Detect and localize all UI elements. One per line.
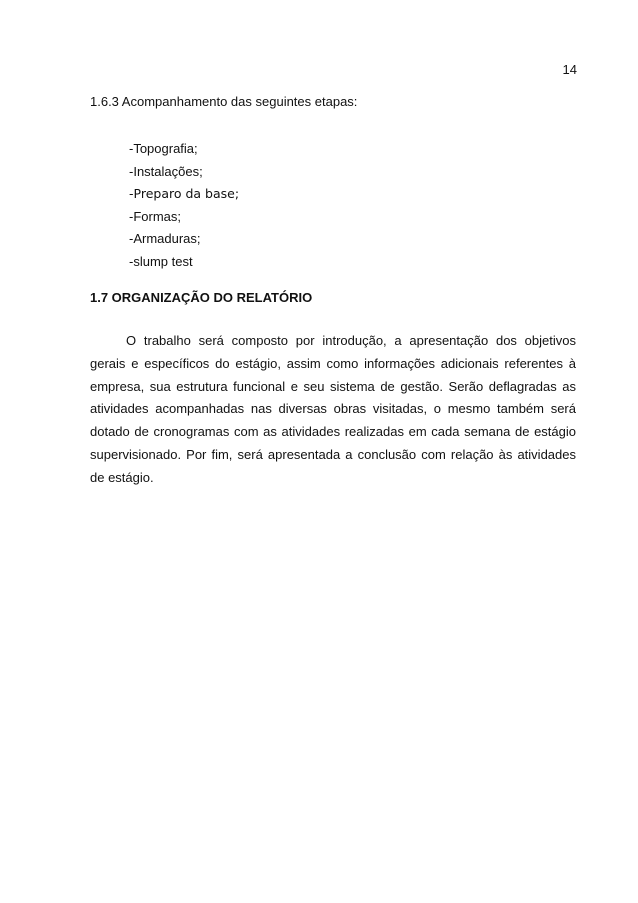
stage-item-slump-test: -slump test: [129, 253, 193, 269]
subsection-heading: 1.6.3 Acompanhamento das seguintes etapas:: [90, 94, 358, 109]
stage-item-preparo-da-base: -Preparo da base;: [129, 186, 240, 202]
page-number: 14: [562, 62, 577, 77]
stage-item-armaduras: -Armaduras;: [129, 231, 201, 247]
stage-item-topografia: -Topografia;: [129, 141, 198, 156]
stage-list: [129, 138, 239, 274]
section-paragraph: O trabalho será composto por introdução, a apresentação dos objetivos gerais e específicos do estágio, assim como informações adicionais referentes à empresa, sua estrutura funcional e seu sistema de gestão. Serão deflagradas as atividades acompanhadas nas diversas obras visitadas, o mesmo também será dotado de cronogramas com as atividades realizadas em cada semana de estágio supervisionado. Por fim, será apresentada a conclusão com relação às atividades de estágio.: [90, 333, 576, 485]
stage-item-instalacoes: -Instalações;: [129, 163, 203, 179]
section-heading: 1.7 ORGANIZAÇÃO DO RELATÓRIO: [90, 290, 313, 305]
stage-item-formas: -Formas;: [129, 208, 181, 224]
